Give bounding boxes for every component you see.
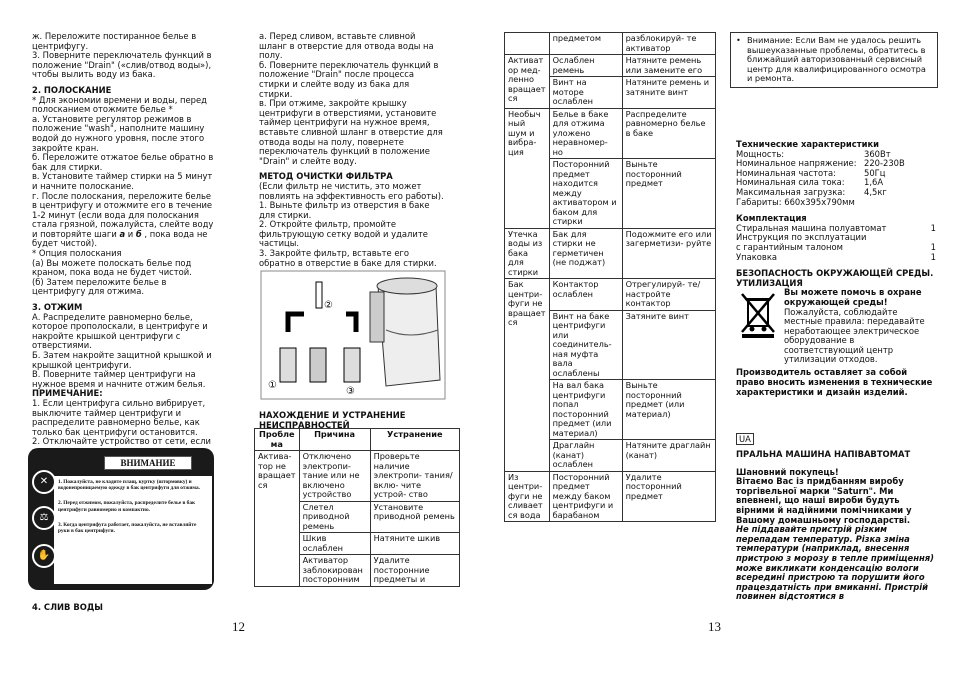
table-header-row xyxy=(255,429,460,451)
fix-cell: Затяните винт xyxy=(622,310,715,380)
fix-cell: Натяните драглайн (канат) xyxy=(622,440,715,472)
problem-cell: Утечка воды из бака для стирки xyxy=(505,228,550,279)
text-line: 2. Откройте фильтр, промойте фильтрующую сетку водой и удалите частицы. xyxy=(259,219,428,249)
warning-box xyxy=(28,448,214,590)
kit-item: Упаковка xyxy=(736,251,778,262)
spin-heading: 3. ОТЖИМ xyxy=(32,302,83,313)
problem-cell xyxy=(505,33,550,55)
arrow-drawing xyxy=(288,314,356,332)
cause-cell: Отключено электропи- тание или не включено устройство xyxy=(299,451,370,502)
table-row xyxy=(505,108,716,159)
text-line: б. Переложите отжатое белье обратно в бак для стирки. xyxy=(32,152,214,172)
step-b: б xyxy=(135,228,142,239)
ua-title: ПРАЛЬНА МАШИНА НАПІВАВТОМАТ xyxy=(736,449,911,459)
step-label: ② xyxy=(324,300,333,311)
text-line: Б. Затем накройте защитной крышкой и крышкой центрифуги. xyxy=(32,350,212,370)
cause-cell: Посторонний предмет между баком центрифуги и барабаном xyxy=(549,471,622,522)
trouble-heading: НАХОЖДЕНИЕ И УСТРАНЕНИЕ НЕИСПРАВНОСТЕЙ xyxy=(259,410,406,430)
spec-row xyxy=(736,198,936,208)
table-row xyxy=(505,228,716,279)
balance-icon: ⚖ xyxy=(32,506,56,530)
header-cell: Пробле ма xyxy=(255,429,300,451)
fix-cell: Удалите посторонние предметы и xyxy=(370,555,459,587)
ua-greeting: Шановний покупець! xyxy=(736,466,839,477)
fix-cell: Натяните ремень или замените его xyxy=(622,55,715,77)
fix-cell: Натяните шкив xyxy=(370,533,459,555)
fix-cell: Натяните ремень и затяните винт xyxy=(622,77,715,109)
warning-item: 3. Когда центрифуга работает, пожалуйста, не вставляйте руки в бак центрифуги. xyxy=(58,521,197,535)
drain-heading: 4. СЛИВ ВОДЫ xyxy=(32,602,103,612)
warning-text xyxy=(54,476,212,584)
spec-label: Номинальное напряжение: xyxy=(736,158,857,169)
text-line: В. Поверните таймер центрифуги на нужное время и начните отжим белья. xyxy=(32,369,206,389)
spec-label: Габариты: 660x395x790мм xyxy=(736,196,855,207)
eco-bold: Вы можете помочь в охране окружающей среды! xyxy=(784,287,922,307)
kit-qty: 1 xyxy=(930,222,936,233)
fix-cell: Установите приводной ремень xyxy=(370,501,459,533)
text-line: 3. Поверните переключатель функций в положение "Drain" («слив/отвод воды»), чтобы вылить воду из бака. xyxy=(32,50,212,80)
rinse-heading: 2. ПОЛОСКАНИЕ xyxy=(32,84,112,95)
spec-value: 220-230В xyxy=(864,158,905,169)
specs-section xyxy=(736,140,936,397)
kit-qty: 1 xyxy=(930,241,936,252)
page-number: 13 xyxy=(708,619,721,634)
text-line: а. Перед сливом, вставьте сливной шланг в отверстие для отвода воды на полу. xyxy=(259,31,434,61)
text-line: А. Распределите равномерно белье, которое прополоскали, в центрифуге и накройте крышкой центрифуги с отверстиями. xyxy=(32,311,208,351)
header-cell: Устранение xyxy=(370,429,459,451)
ua-section xyxy=(736,450,936,602)
spec-value: 1,6А xyxy=(864,177,884,188)
bullet-icon: • xyxy=(736,35,741,45)
kit-row xyxy=(736,253,936,263)
manufacturer-note: Производитель оставляет за собой право вносить изменения в технические характеристики и дизайн изделий. xyxy=(736,367,933,397)
text-line: 2. Отключайте устройство от сети, если xyxy=(32,436,211,447)
eco-section xyxy=(736,288,936,366)
table-row xyxy=(505,471,716,522)
filter-illustration xyxy=(260,270,446,400)
cause-cell: Слетел приводной ремень xyxy=(299,501,370,533)
text-line: ж. Переложите постиранное белье в центрифугу. xyxy=(32,31,197,51)
trouble-table xyxy=(254,428,460,587)
cause-cell: Драглайн (канат) ослаблен xyxy=(549,440,622,472)
cause-cell: Активатор заблокирован посторонним xyxy=(299,555,370,587)
problem-cell: Из центри- фуги не сливает ся вода xyxy=(505,471,550,522)
language-badge: UA xyxy=(736,433,754,445)
kit-item: Стиральная машина полуавтомат xyxy=(736,222,887,233)
text-line: * Опция полоскания xyxy=(32,248,122,259)
warning-item: 2. Перед отжимом, пожалуйста, распределите белье в бак центрифуги равномерно и компактно. xyxy=(58,500,196,513)
ua-warning: Не піддавайте пристрій різким перепадам температур. Різка зміна температури (наприклад, внесення пристрою з морозу в тепле приміщення) може викликати конденсацію вологи всередині пристрою та порушити його працездатність при вмиканні. Пристрій повинен відстоятися в xyxy=(736,524,934,602)
cause-cell: На вал бака центрифуги попал посторонний предмет (или материал) xyxy=(549,380,622,440)
fix-cell: Распределите равномерно белье в баке xyxy=(622,108,715,159)
text-line: 1. Выньте фильтр из отверстия в баке для стирки. xyxy=(259,200,430,220)
spec-value: 4,5кг xyxy=(864,186,887,197)
specs-heading: Технические характеристики xyxy=(736,139,880,149)
step-a: а xyxy=(119,228,126,239)
text-line: а. Установите регулятор режимов в положение "wash", наполните машину водой до нужного уровня, после этого закройте кран. xyxy=(32,113,205,153)
no-jacket-icon: ✕ xyxy=(32,470,56,494)
header-cell: Причина xyxy=(299,429,370,451)
spec-value: 50Гц xyxy=(864,167,886,178)
specs-list xyxy=(736,150,936,208)
table-row xyxy=(505,33,716,55)
text-part: г. После полоскания, переложите белье в центрифугу и отожмите его в течение 1-2 минут (если вода для полоскания стала грязной, пожалуйста, слейте воду и повторяйте шаги xyxy=(32,190,214,239)
warning-item: 1. Пожалуйста, не кладите плащ, куртку (штормовку) и водонепроницаемую одежду в бак центрифуги для отжима. xyxy=(58,479,200,492)
fix-cell: Удалите посторонний предмет xyxy=(622,471,715,522)
spec-label: Номинальная частота: xyxy=(736,167,836,178)
spec-label: Номинальная сила тока: xyxy=(736,177,845,188)
table-row xyxy=(505,279,716,311)
text-line: в. Установите таймер стирки на 5 минут и начните полоскание. xyxy=(32,171,213,191)
cause-cell: Контактор ослаблен xyxy=(549,279,622,311)
cause-cell: Посторонний предмет находится между активатором и баком для стирки xyxy=(549,159,622,229)
table-row xyxy=(255,451,460,502)
kit-heading: Комплектация xyxy=(736,213,807,224)
table-row xyxy=(505,55,716,77)
spec-value: 360Вт xyxy=(864,148,891,159)
page12-col2 xyxy=(259,32,445,268)
page12-col1 xyxy=(32,32,218,457)
fix-cell: Проверьте наличие электропи- тания/вклю- чите устрой- ство xyxy=(370,451,459,502)
text-line: 1. Если центрифуга сильно вибрирует, выключите таймер центрифуги и распределите равномерно белье, как только бак центрифуги остановится. xyxy=(32,397,206,437)
step-label: ③ xyxy=(346,386,355,397)
cause-cell: Шкив ослаблен xyxy=(299,533,370,555)
text-part: и xyxy=(125,228,136,239)
note-heading: ПРИМЕЧАНИЕ: xyxy=(32,388,103,399)
cause-cell: Ослаблен ремень xyxy=(549,55,622,77)
cause-cell: Винт на моторе ослаблен xyxy=(549,77,622,109)
kit-item: Инструкция по эксплуатации xyxy=(736,232,867,243)
page-number: 12 xyxy=(232,619,245,634)
ua-intro: Вітаємо Вас із придбанням виробу торгівельної марки "Saturn". Ми впевнені, що наші вироби будуть вірними й надійними помічниками у Вашому домашньому господарстві. xyxy=(736,476,912,525)
cause-cell: Бак для стирки не герметичен (не поджат) xyxy=(549,228,622,279)
recycle-bin-icon xyxy=(738,290,778,338)
text-line xyxy=(32,192,218,250)
fix-cell: Отрегулируй- те/настройте контактор xyxy=(622,279,715,311)
kit-list xyxy=(736,224,936,262)
eco-heading: БЕЗОПАСНОСТЬ ОКРУЖАЮЩЕЙ СРЕДЫ. УТИЛИЗАЦИЯ xyxy=(736,268,934,288)
text-line: (Если фильтр не чистить, это может повлиять на эффективность его работы). xyxy=(259,180,444,201)
text-line: б. Поверните переключатель функций в положение "Drain" после процесса стирки и слейте воду из бака для стирки. xyxy=(259,59,439,99)
eco-text: Пожалуйста, соблюдайте местные правила: передавайте неработающее электрическое оборудование в соответствующий центр утилизации отходов. xyxy=(784,306,925,365)
problem-cell: Активат ор мед- ленно вращает ся xyxy=(505,55,550,109)
warning-title: ВНИМАНИЕ xyxy=(104,456,192,470)
text-line: 3. Закройте фильтр, вставьте его обратно в отверстие в баке для стирки. xyxy=(259,248,437,268)
problem-cell: Бак центри- фуги не вращает ся xyxy=(505,279,550,472)
step-label: ① xyxy=(268,380,277,391)
trouble-table-continued xyxy=(504,32,716,522)
text-line: в. При отжиме, закройте крышку центрифуги в отверстиями, установите таймер центрифуги на нужное время, вставьте сливной шланг в отверстие для отвода воды на полу, повернете переключатель функций в положение "Drain" и слейте воду. xyxy=(259,98,443,166)
cause-cell: Белье в баке для отжима уложено неравномер- но xyxy=(549,108,622,159)
problem-cell: Необыч ный шум и вибра- ция xyxy=(505,108,550,228)
notice-text: Внимание: Если Вам не удалось решить вышеуказанные проблемы, обратитесь в ближайший авторизованный сервисный центр для квалифицированного осмотра и ремонта. xyxy=(747,35,926,84)
text-part: , пока вода не будет чистой). xyxy=(32,228,208,249)
text-line: * Для экономии времени и воды, перед полосканием отожмите белье * xyxy=(32,94,207,115)
spec-label: Мощность: xyxy=(736,148,785,159)
text-line: (а) Вы можете полоскать белье под краном, пока вода не будет чистой. xyxy=(32,257,192,278)
problem-cell: Актива- тор не вращает ся xyxy=(255,451,300,587)
fix-cell: разблокируй- те активатор xyxy=(622,33,715,55)
fix-cell: Выньте посторонний предмет (или материал) xyxy=(622,380,715,440)
cause-cell: предметом xyxy=(549,33,622,55)
kit-qty: 1 xyxy=(930,251,936,262)
washing-machine-drawing xyxy=(370,278,440,386)
no-hands-icon: ✋ xyxy=(32,544,56,568)
fix-cell: Подожмите его или загерметизи- руйте xyxy=(622,228,715,279)
notice-box xyxy=(730,32,938,88)
fix-cell: Выньте посторонний предмет xyxy=(622,159,715,229)
filter-heading: МЕТОД ОЧИСТКИ ФИЛЬТРА xyxy=(259,171,393,182)
kit-item: с гарантийным талоном xyxy=(736,241,843,252)
spec-label: Максимальная загрузка: xyxy=(736,186,846,197)
cause-cell: Винт на баке центрифуги или соединитель- ная муфта вала ослаблены xyxy=(549,310,622,380)
text-line: (б) Затем переложите белье в центрифугу для отжима. xyxy=(32,276,167,297)
